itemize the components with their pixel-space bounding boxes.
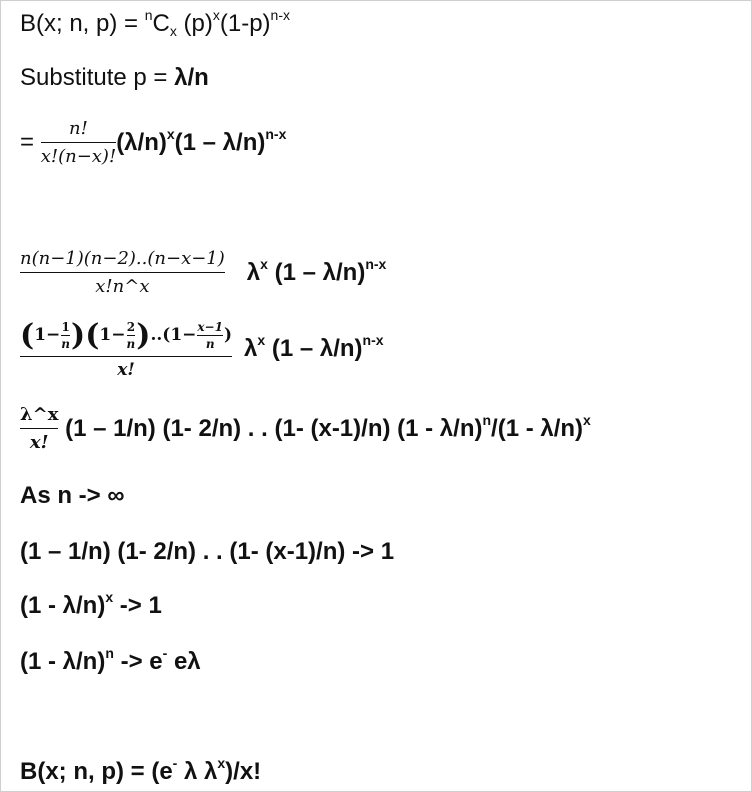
one-minus: (1− <box>162 325 197 345</box>
lambda-fraction <box>20 404 58 453</box>
paren: ) <box>71 318 86 353</box>
small-numerator: x−1 <box>197 320 223 334</box>
paren: ) <box>223 325 233 345</box>
expanded-line <box>20 118 286 167</box>
equals-sign: = <box>20 128 41 156</box>
result-lhs: B(x; n, p) = (e <box>20 758 173 785</box>
fraction-numerator: n! <box>69 118 88 139</box>
paren: ) <box>136 318 151 353</box>
formula-lhs: B(x; n, p) = <box>20 10 145 37</box>
divisor-term: /(1 - λ/n) <box>491 414 584 442</box>
factored-numerator <box>20 318 232 353</box>
paren: ( <box>20 318 35 353</box>
ellipsis: .. <box>150 325 163 345</box>
small-denominator: n <box>205 337 215 351</box>
expanded-tail <box>116 125 287 156</box>
factored-tail <box>244 332 384 362</box>
product-line <box>20 248 386 297</box>
combination-c: C <box>152 10 170 37</box>
small-bar <box>197 335 223 336</box>
exponent-minus: - <box>172 755 178 771</box>
result-tail: )/x! <box>225 758 262 785</box>
factored-fraction <box>20 318 232 380</box>
limit-arrow: -> e <box>113 648 163 675</box>
superscript-n: n <box>144 7 153 23</box>
binomial-formula <box>20 7 290 39</box>
lambda-over-n: λ/n <box>174 64 209 91</box>
base-term: (1 - λ/n) <box>20 648 106 675</box>
limit-result: -> 1 <box>113 592 162 619</box>
substitute-text: Substitute p = <box>20 64 175 91</box>
rearranged-line <box>20 404 591 453</box>
fraction-bar <box>20 428 58 429</box>
product-fraction <box>20 248 225 297</box>
exponent-x: x <box>105 589 114 605</box>
lambda: λ <box>187 648 201 675</box>
one-minus-term: (1 – λ/n) <box>174 128 266 156</box>
exponent-n-x: n-x <box>362 332 384 348</box>
small-fraction <box>197 320 223 351</box>
exponent-x: x <box>217 755 226 771</box>
lambda: λ <box>244 335 258 362</box>
limit-product: (1 – 1/n) (1- 2/n) . . (1- (x-1)/n) -> 1 <box>20 538 395 565</box>
base-term: (1 - λ/n) <box>20 592 106 619</box>
lambda: λ <box>246 258 261 286</box>
formula-p-term: (p) <box>176 10 213 37</box>
substitute-line <box>20 64 209 92</box>
product-terms: (1 – 1/n) (1- 2/n) . . (1- (x-1)/n) (1 - λ/n) <box>58 414 483 442</box>
formula-q-term: (1-p) <box>219 10 271 37</box>
one-minus-term: (1 – λ/n) <box>267 258 366 286</box>
factored-line <box>20 318 384 380</box>
exponent-n: n <box>105 645 114 661</box>
fraction-denominator: x! <box>117 360 135 380</box>
lambda-term: (λ/n) <box>116 128 167 156</box>
fraction-bar <box>20 356 232 357</box>
one-minus: 1− <box>34 325 61 345</box>
fraction-denominator: x! <box>29 432 49 453</box>
fraction-bar <box>41 142 117 143</box>
small-denominator: n <box>61 337 71 351</box>
fraction-denominator: x!(n−x)! <box>40 146 117 167</box>
small-numerator: 1 <box>61 320 70 334</box>
fraction-bar <box>20 272 225 273</box>
fraction-denominator: x!n^x <box>95 276 150 297</box>
fraction-numerator: λ^x <box>20 404 59 425</box>
small-bar <box>61 335 70 336</box>
rearranged-tail <box>58 411 591 442</box>
limit-power-n <box>20 645 201 676</box>
small-numerator: 2 <box>126 320 136 334</box>
small-fraction <box>127 320 136 351</box>
limit-heading: As n -> ∞ <box>20 482 125 509</box>
fraction-numerator: n(n−1)(n−2)..(n−x−1) <box>20 248 225 269</box>
factorial-fraction <box>41 118 117 167</box>
lambda-terms: λ λ <box>177 758 218 785</box>
exponent-x: x <box>260 255 268 272</box>
exponent-x: x <box>583 411 591 428</box>
exponent-n: n <box>482 411 492 428</box>
exponent-n-x: n-x <box>365 255 387 272</box>
exponent-n-x: n-x <box>265 125 287 142</box>
subscript-x: x <box>169 23 177 39</box>
small-denominator: n <box>126 337 136 351</box>
poisson-result <box>20 755 262 786</box>
small-fraction <box>61 320 70 351</box>
exponent-x: x <box>166 125 175 142</box>
exponent-n-x: n-x <box>270 7 290 23</box>
exponent-x: x <box>212 7 220 23</box>
exponent-x: x <box>257 332 266 348</box>
small-bar <box>127 335 136 336</box>
product-tail <box>246 255 387 286</box>
limit-power-x <box>20 589 162 620</box>
one-minus: 1− <box>99 325 126 345</box>
exponent-minus: - <box>162 645 168 661</box>
paren: ( <box>85 318 100 353</box>
one-minus-term: (1 – λ/n) <box>265 335 363 362</box>
e-term: e <box>167 648 188 675</box>
